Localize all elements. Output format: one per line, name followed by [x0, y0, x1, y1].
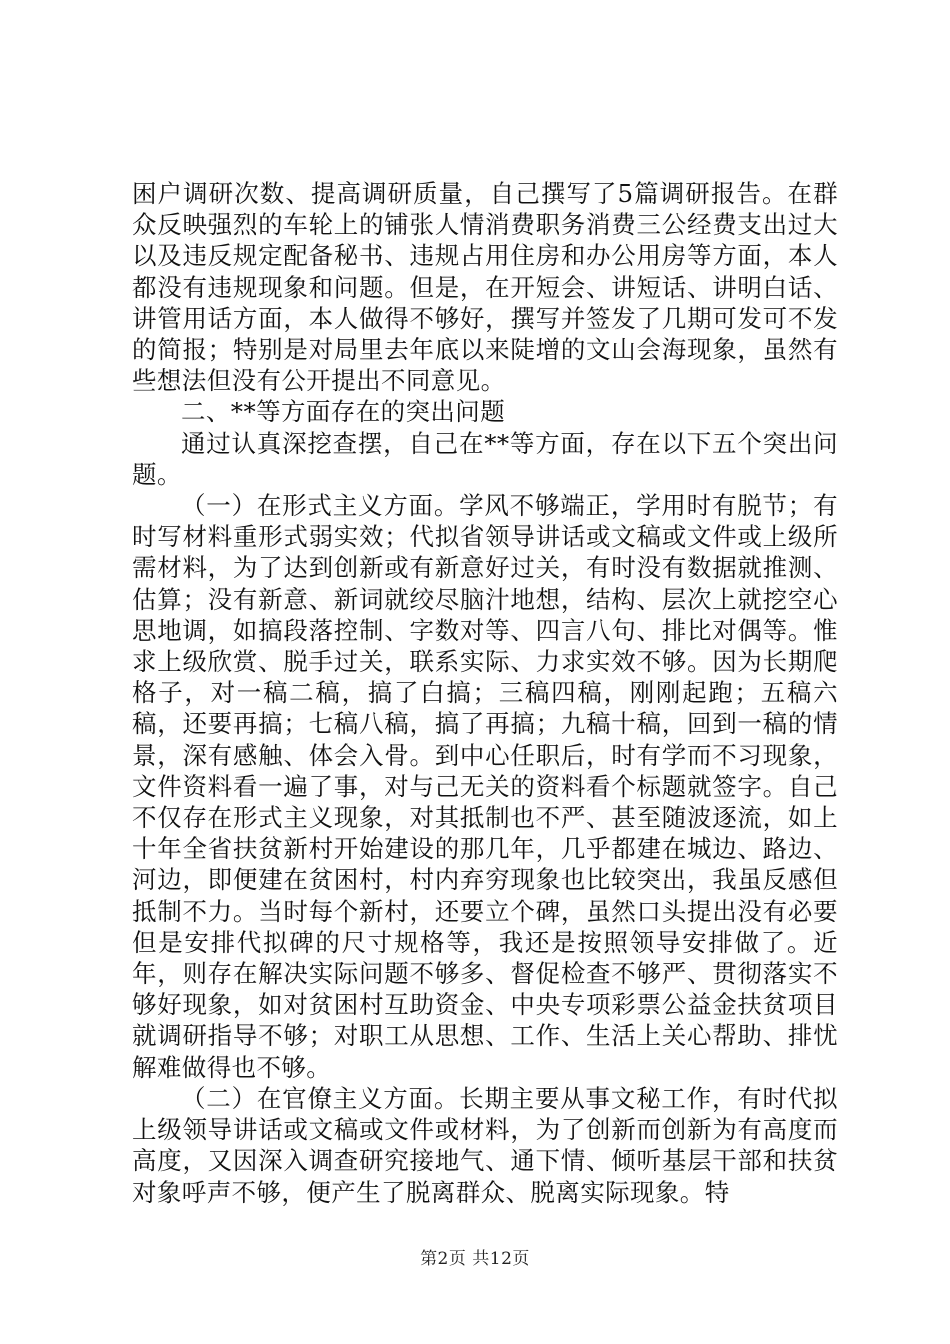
paragraph-intro: 通过认真深挖查摆，自己在**等方面，存在以下五个突出问题。 — [132, 428, 838, 489]
document-body — [132, 178, 838, 1208]
paragraph-bureaucratism: （二）在官僚主义方面。长期主要从事文秘工作，有时代拟上级领导讲话或文稿或文件或材料，为了创新而创新为有高度而高度，又因深入调查研究接地气、通下情、倾听基层干部和扶贫对象呼声不够，便产生了脱离群众、脱离实际现象。特 — [132, 1083, 838, 1207]
paragraph-continuation: 困户调研次数、提高调研质量，自己撰写了5篇调研报告。在群众反映强烈的车轮上的铺张人情消费职务消费三公经费支出过大以及违反规定配备秘书、违规占用住房和办公用房等方面，本人都没有违规现象和问题。但是，在开短会、讲短话、讲明白话、讲管用话方面，本人做得不够好，撰写并签发了几期可发可不发的简报；特别是对局里去年底以来陡增的文山会海现象，虽然有些想法但没有公开提出不同意见。 — [132, 179, 838, 396]
page-number-footer: 第2页 共12页 — [420, 1249, 530, 1269]
section-heading: 二、**等方面存在的突出问题 — [181, 397, 506, 427]
paragraph-formalism: （一）在形式主义方面。学风不够端正，学用时有脱节；有时写材料重形式弱实效；代拟省领导讲话或文稿或文件或上级所需材料，为了达到创新或有新意好过关，有时没有数据就推测、估算；没有新意、新词就绞尽脑汁地想，结构、层次上就挖空心思地调，如搞段落控制、字数对等、四言八句、排比对偶等。惟求上级欣赏、脱手过关，联系实际、力求实效不够。因为长期爬格子，对一稿二稿，搞了白搞；三稿四稿，刚刚起跑；五稿六稿，还要再搞；七稿八稿，搞了再搞；九稿十稿，回到一稿的情景，深有感触、体会入骨。到中心任职后，时有学而不习现象，文件资料看一遍了事，对与己无关的资料看个标题就签字。自己不仅存在形式主义现象，对其抵制也不严、甚至随波逐流，如上十年全省扶贫新村开始建设的那几年，几乎都建在城边、路边、河边，即便建在贫困村，村内弃穷现象也比较突出，我虽反感但抵制不力。当时每个新村，还要立个碑，虽然口头提出没有必要但是安排代拟碑的尺寸规格等，我还是按照领导安排做了。近年，则存在解决实际问题不够多、督促检查不够严、贯彻落实不够好现象，如对贫困村互助资金、中央专项彩票公益金扶贫项目就调研指导不够；对职工从思想、工作、生活上关心帮助、排忧解难做得也不够。 — [132, 491, 838, 1082]
